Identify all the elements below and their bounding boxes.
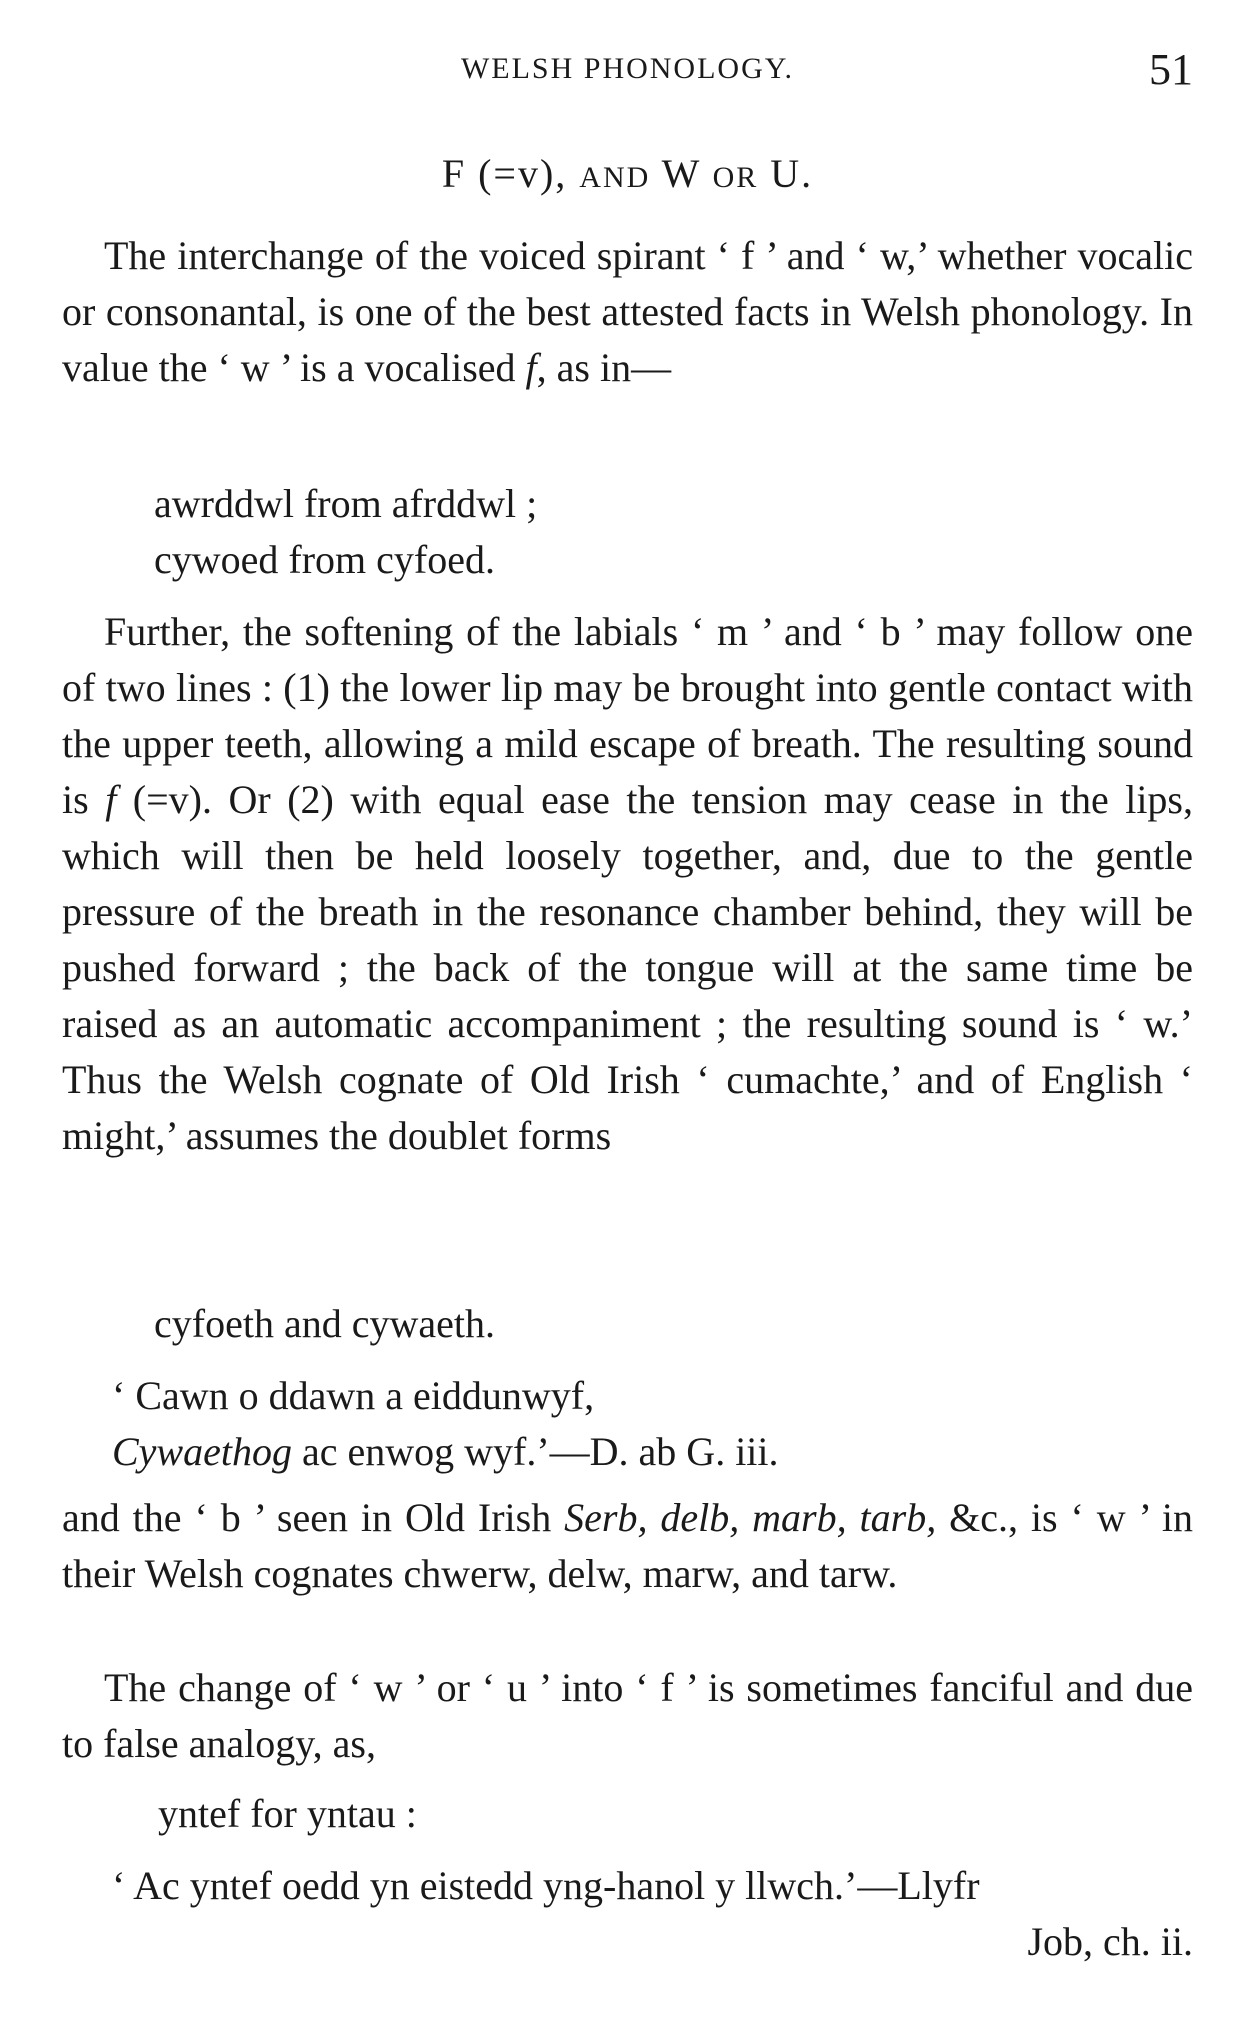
section-heading	[0, 150, 1255, 197]
example-line: cywoed from cyfoed.	[154, 537, 495, 582]
heading-u: U.	[770, 151, 814, 196]
para1-text: The interchange of the voiced spirant ‘ f ’ and ‘ w,’ whether vocalic or consonantal, is one of the best attested facts in Welsh phonology. In value the ‘ w ’ is a vocalised	[62, 233, 1193, 390]
para2-italic-f: f	[105, 777, 117, 822]
heading-or: OR	[712, 161, 759, 194]
quote-line-1: ‘ Ac yntef oedd yn eistedd yng-hanol y llwch.’—Llyfr	[112, 1863, 980, 1908]
examples-1	[154, 476, 537, 588]
quote-line-2: Job, ch. ii.	[1027, 1919, 1193, 1964]
para3-text-b: &c., is ‘ w ’ in their Welsh cognates chwerw, delw, marw, and tarw.	[62, 1495, 1193, 1596]
quote-line-1: ‘ Cawn o ddawn a eiddunwyf,	[112, 1373, 595, 1418]
para2-text-b: (=v). Or (2) with equal ease the tension may cease in the lips, which will then be held loosely together, and, due to the gentle pressure of the breath in the resonance chamber behind, they will be pushed forward ; the back of the tongue will at the same time be raised as an automatic accompaniment ; the resulting sound is ‘ w.’ Thus the Welsh cognate of Old Irish ‘ cumachte,’ and of English ‘ might,’ assumes the doublet forms	[62, 777, 1194, 1158]
heading-f: F	[441, 151, 467, 196]
paragraph-3	[62, 1490, 1193, 1602]
quotation-2	[112, 1858, 1193, 1970]
para1-italic-f: f	[525, 345, 537, 390]
heading-and: AND	[579, 161, 651, 194]
quote-line-2	[112, 1424, 779, 1480]
example-line: yntef for yntau :	[158, 1791, 417, 1836]
para3-italic-words: Serb, delb, marb, tarb,	[564, 1495, 937, 1540]
quote-line-2-rest: ac enwog wyf.’—D. ab G. iii.	[291, 1429, 779, 1474]
heading-w: W	[661, 151, 701, 196]
paragraph-2	[62, 604, 1193, 1164]
para3-text-a: and the ‘ b ’ seen in Old Irish	[62, 1495, 565, 1540]
running-title: WELSH PHONOLOGY.	[460, 52, 795, 85]
para4-text: The change of ‘ w ’ or ‘ u ’ into ‘ f ’ is sometimes fanciful and due to false analogy, as,	[62, 1665, 1193, 1766]
quote-italic-word: Cywaethog	[112, 1429, 292, 1474]
example-line: awrddwl from afrddwl ;	[154, 481, 538, 526]
paragraph-1	[62, 228, 1193, 396]
paragraph-4	[62, 1660, 1193, 1772]
page-number: 51	[1149, 45, 1193, 94]
example-2	[154, 1296, 495, 1352]
example-3	[158, 1786, 417, 1842]
para2-text-a: Further, the softening of the labials ‘ m ’ and ‘ b ’ may follow one of two lines : (1) the lower lip may be brought into gentle contact with the upper teeth, allowing a mild escape of breath. The resulting sound is	[62, 609, 1193, 822]
heading-v: (=v),	[478, 151, 568, 196]
quotation-1	[112, 1368, 779, 1480]
para1-tail: , as in—	[536, 345, 672, 390]
example-line: cyfoeth and cywaeth.	[154, 1301, 495, 1346]
